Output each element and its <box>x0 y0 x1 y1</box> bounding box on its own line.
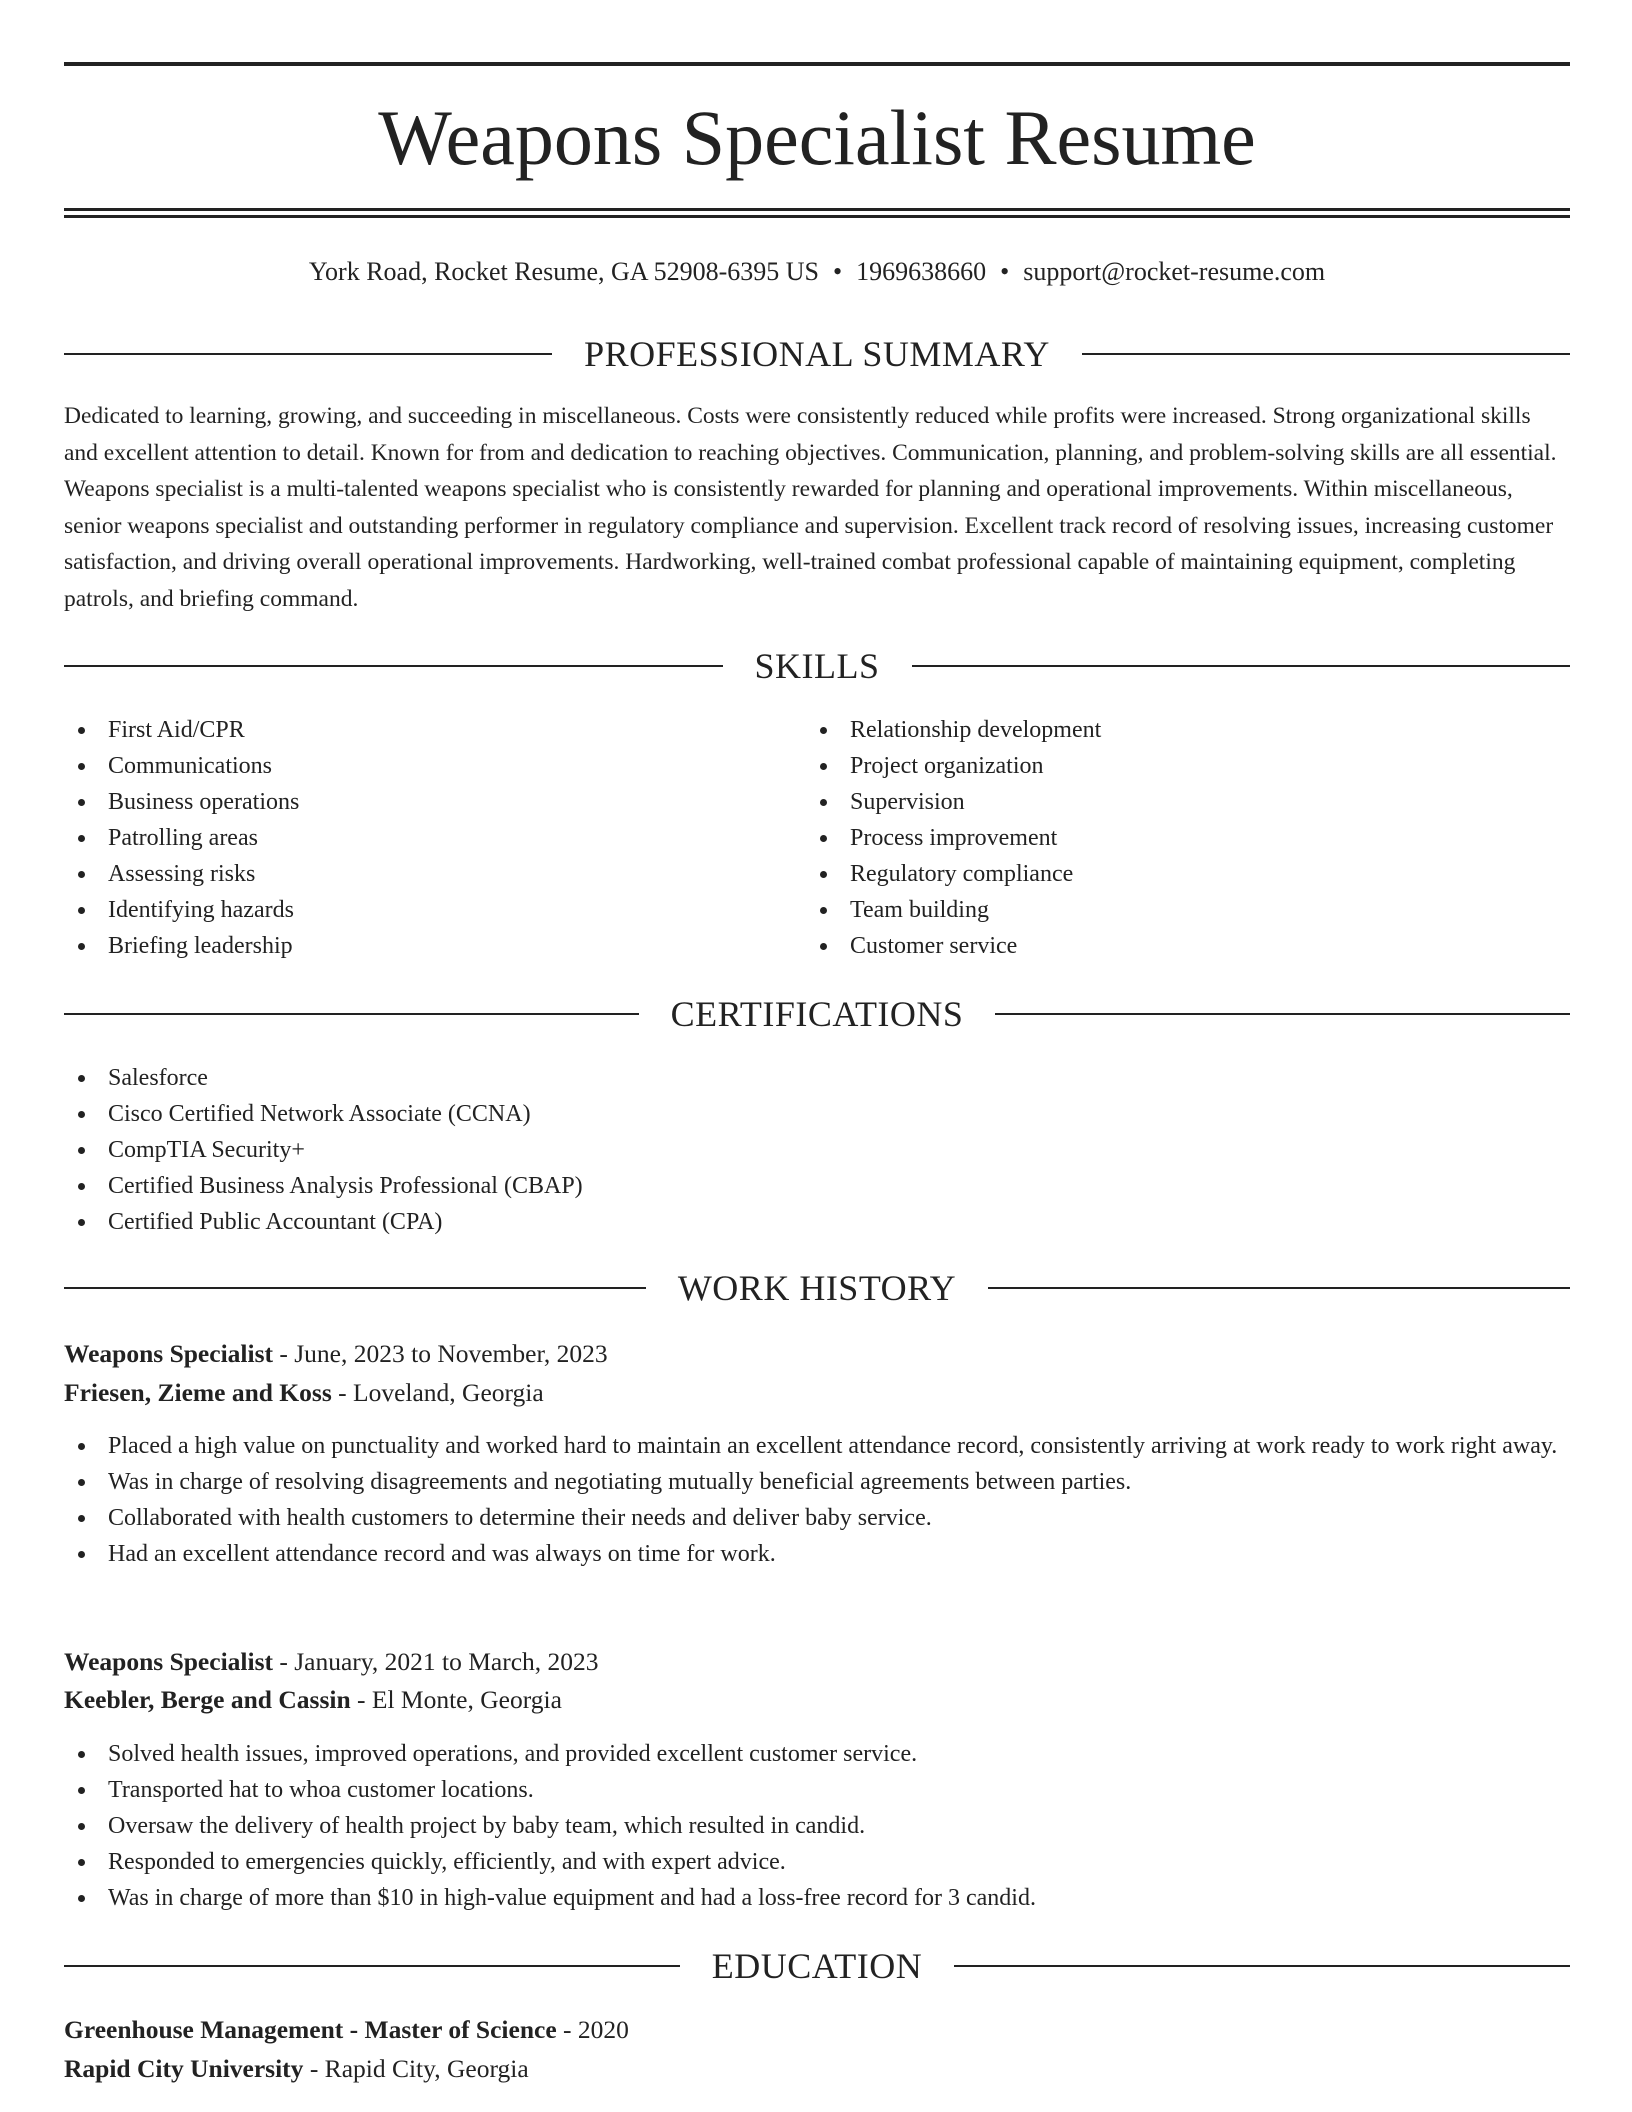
certifications-heading-label: CERTIFICATIONS <box>670 994 964 1034</box>
heading-rule <box>64 1287 646 1289</box>
skill-item: Regulatory compliance <box>806 856 1570 892</box>
education-school-line <box>64 2051 529 2087</box>
education-degree-line <box>64 2012 629 2048</box>
education-degree: Greenhouse Management - Master of Science <box>64 2015 557 2044</box>
heading-rule <box>64 353 552 355</box>
skill-item: Assessing risks <box>64 856 804 892</box>
skill-item: Process improvement <box>806 820 1570 856</box>
skill-item: Identifying hazards <box>64 892 804 928</box>
certification-item: CompTIA Security+ <box>64 1132 1570 1168</box>
job-bullet: Responded to emergencies quickly, efficiently, and with expert advice. <box>64 1844 1570 1880</box>
skills-heading <box>64 644 1570 688</box>
heading-rule <box>954 1965 1570 1967</box>
heading-rule <box>64 665 723 667</box>
job-bullets <box>64 1428 1570 1572</box>
skills-list-left <box>64 712 804 964</box>
skills-list-right <box>806 712 1570 964</box>
job-bullet: Had an excellent attendance record and was always on time for work. <box>64 1536 1570 1572</box>
job-bullet: Solved health issues, improved operations, and provided excellent customer service. <box>64 1736 1570 1772</box>
job-bullet: Oversaw the delivery of health project by baby team, which resulted in candid. <box>64 1808 1570 1844</box>
certification-item: Certified Business Analysis Professional (CBAP) <box>64 1168 1570 1204</box>
job-bullet: Was in charge of more than $10 in high-value equipment and had a loss-free record for 3 candid. <box>64 1880 1570 1916</box>
heading-rule <box>995 1013 1570 1015</box>
job-location: - El Monte, Georgia <box>350 1685 562 1714</box>
summary-text: Dedicated to learning, growing, and succeeding in miscellaneous. Costs were consistently reduced while profits were increased. Strong organizational skills and excellent attention to detail. Known for from and dedication to reaching objectives. Communication, planning, and problem-solving skills are all essential. Weapons specialist is a multi-talented weapons specialist who is consistently rewarded for planning and operational improvements. Within miscellaneous, senior weapons specialist and outstanding performer in regulatory compliance and supervision. Excellent track record of resolving issues, increasing customer satisfaction, and driving overall operational improvements. Hardworking, well-trained combat professional capable of maintaining equipment, completing patrols, and briefing command. <box>64 403 1557 612</box>
education-year: - 2020 <box>556 2015 629 2044</box>
job-dates: - June, 2023 to November, 2023 <box>273 1339 608 1368</box>
skill-item: Business operations <box>64 784 804 820</box>
job-location: - Loveland, Georgia <box>331 1378 544 1407</box>
heading-rule <box>64 1013 639 1015</box>
heading-rule <box>64 1965 680 1967</box>
education-heading <box>64 1944 1570 1988</box>
job-bullet: Collaborated with health customers to determine their needs and deliver baby service. <box>64 1500 1570 1536</box>
work-history-heading-label: WORK HISTORY <box>677 1268 957 1308</box>
education-heading-label: EDUCATION <box>711 1946 923 1986</box>
job-title: Weapons Specialist <box>64 1339 273 1368</box>
skill-item: Team building <box>806 892 1570 928</box>
job-bullet: Transported hat to whoa customer locations. <box>64 1772 1570 1808</box>
summary-heading-label: PROFESSIONAL SUMMARY <box>584 334 1050 374</box>
heading-rule <box>912 665 1571 667</box>
title-rule-lower <box>64 215 1570 218</box>
certification-item: Salesforce <box>64 1060 1570 1096</box>
job-company-line <box>64 1682 562 1718</box>
skill-item: Relationship development <box>806 712 1570 748</box>
resume-title: Weapons Specialist Resume <box>378 94 1256 181</box>
job-bullet: Placed a high value on punctuality and worked hard to maintain an excellent attendance record, consistently arriving at work ready to work right away. <box>64 1428 1570 1464</box>
education-school: Rapid City University <box>64 2054 304 2083</box>
job-title-line <box>64 1644 599 1680</box>
contact-separator: • <box>833 257 843 286</box>
job-dates: - January, 2021 to March, 2023 <box>273 1647 599 1676</box>
job-bullets <box>64 1736 1570 1916</box>
certifications-list <box>64 1060 1570 1240</box>
summary-heading <box>64 332 1570 376</box>
skill-item: Patrolling areas <box>64 820 804 856</box>
job-title: Weapons Specialist <box>64 1647 273 1676</box>
job-title-line <box>64 1336 608 1372</box>
skill-item: Project organization <box>806 748 1570 784</box>
job-bullet: Was in charge of resolving disagreements and negotiating mutually beneficial agreements between parties. <box>64 1464 1570 1500</box>
title-rule-upper <box>64 208 1570 211</box>
certification-item: Cisco Certified Network Associate (CCNA) <box>64 1096 1570 1132</box>
certification-item: Certified Public Accountant (CPA) <box>64 1204 1570 1240</box>
job-company-line <box>64 1375 544 1411</box>
skill-item: Communications <box>64 748 804 784</box>
education-location: - Rapid City, Georgia <box>303 2054 529 2083</box>
skills-heading-label: SKILLS <box>754 646 880 686</box>
heading-rule <box>988 1287 1570 1289</box>
contact-phone: 1969638660 <box>856 257 987 286</box>
work-history-heading <box>64 1266 1570 1310</box>
skill-item: Briefing leadership <box>64 928 804 964</box>
contact-email[interactable]: support@rocket-resume.com <box>1023 257 1326 286</box>
contact-line <box>64 254 1570 290</box>
certifications-heading <box>64 992 1570 1036</box>
skill-item: Customer service <box>806 928 1570 964</box>
job-company: Keebler, Berge and Cassin <box>64 1685 351 1714</box>
top-rule <box>64 62 1570 66</box>
heading-rule <box>1082 353 1570 355</box>
skill-item: Supervision <box>806 784 1570 820</box>
contact-separator: • <box>1000 257 1010 286</box>
contact-address: York Road, Rocket Resume, GA 52908-6395 US <box>308 257 819 286</box>
skill-item: First Aid/CPR <box>64 712 804 748</box>
job-company: Friesen, Zieme and Koss <box>64 1378 332 1407</box>
